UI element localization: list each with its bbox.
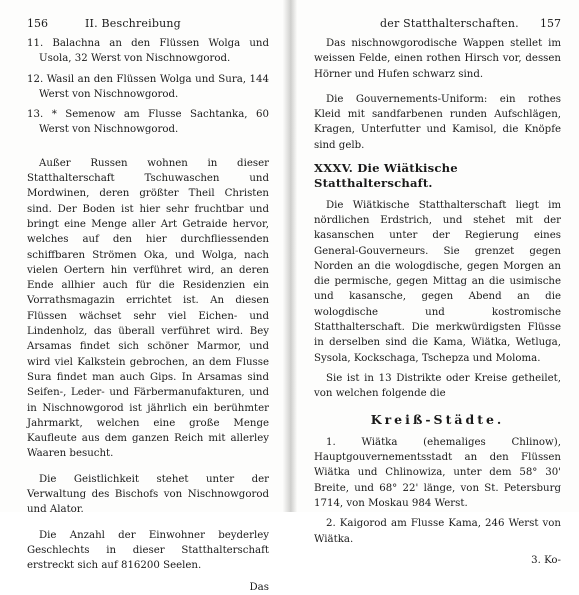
right-running-head: der Statthalterschaften. — [380, 17, 519, 30]
book-gutter — [283, 0, 297, 512]
right-page — [297, 0, 579, 566]
left-page-header — [27, 16, 269, 36]
body-paragraph: Die Gouvernements-Uniform: ein rothes Kleid mit sandfarbenen runden Aufschlägen, Kragen, Unterfutter und Kamisol, die Knöpfe sind gelb. — [314, 93, 561, 151]
list-item: 11. Balachna an den Flüssen Wolga und Usola, 32 Werst von Nischnowgorod. — [27, 38, 269, 65]
body-paragraph: Die Wiätkische Statthalterschaft liegt im nördlichen Erdstrich, und stehet mit der kasanschen unter der Regierung eines General-Gouverneurs. Sie grenzet gegen Norden an die wologdische, gegen Morgen an die permische, gegen Mittag an die usimische und kasansche, gegen Abend an die wologdische und kostromische Statthalterschaft. Die merkwürdigsten Flüsse in derselben sind die Kama, Wiätka, Wetluga, Sysola, Kockschaga, Tschepza und Moloma. — [314, 199, 561, 364]
list-item: 13. * Semenow am Flusse Sachtanka, 60 Werst von Nischnowgorod. — [27, 109, 269, 136]
section-heading: XXXV. Die Wiätkische Statthalterschaft. — [314, 161, 458, 191]
catchword: Das — [249, 581, 269, 593]
right-page-header — [314, 16, 561, 36]
subsection-heading: Kreiß-Städte. — [370, 411, 505, 427]
body-paragraph: Sie ist in 13 Distrikte oder Kreise getheilet, von welchen folgende die — [314, 372, 561, 400]
right-page-number: 157 — [540, 17, 561, 30]
list-item: 1. Wiätka (ehemaliges Chlinow), Hauptgouvernementsstadt an den Flüssen Wiätka und Chlinowiza, unter dem 58° 30' Breite, und 68° 22' länge, von St. Petersburg 1714, von Moskau 984 Werst. — [314, 436, 561, 510]
left-page — [0, 0, 283, 593]
catchword: 3. Ko- — [531, 554, 561, 566]
list-item: 12. Wasil an den Flüssen Wolga und Sura, 144 Werst von Nischnowgorod. — [27, 73, 269, 100]
body-paragraph: Die Anzahl der Einwohner beyderley Geschlechts in dieser Statthalterschaft erstreckt sich auf 816200 Seelen. — [27, 529, 269, 572]
body-paragraph: Das nischnowgorodische Wappen stellet im weissen Felde, einen rothen Hirsch vor, dessen Hörner und Hufen schwarz sind. — [314, 38, 561, 80]
body-paragraph: Die Geistlichkeit stehet unter der Verwaltung des Bischofs von Nischnowgorod und Alator. — [27, 473, 269, 516]
list-item: 2. Kaigorod am Flusse Kama, 246 Werst von Wiätka. — [314, 518, 561, 545]
left-page-number: 156 — [27, 17, 48, 30]
body-paragraph: Außer Russen wohnen in dieser Statthalterschaft Tschuwaschen und Mordwinen, deren größter Theil Christen sind. Der Boden ist hier sehr fruchtbar und bringt eine Menge aller Art Getraide hervor, welches auf den hier durchfliessenden schiffbaren Strömen Oka, und Wolga, nach vielen Oertern hin verführet wird, an deren Ende allhier auch für die Residenzien ein Vorrathsmagazin errichtet ist. An diesen Flüssen wächset sehr viel Eichen- und Lindenholz, das überall verführet wird. Bey Arsamas findet sich schöner Marmor, und wird viel Kalkstein gebrochen, an dem Flusse Sura findet man auch Gips. In Arsamas sind Seifen-, Leder- und Färbermanufakturen, und in Nischnowgorod ist jährlich ein berühmter Jahrmarkt, welchen eine große Menge Kaufleute aus dem ganzen Reich mit allerley Waaren besucht. — [27, 157, 269, 460]
left-running-head: II. Beschreibung — [85, 17, 181, 30]
